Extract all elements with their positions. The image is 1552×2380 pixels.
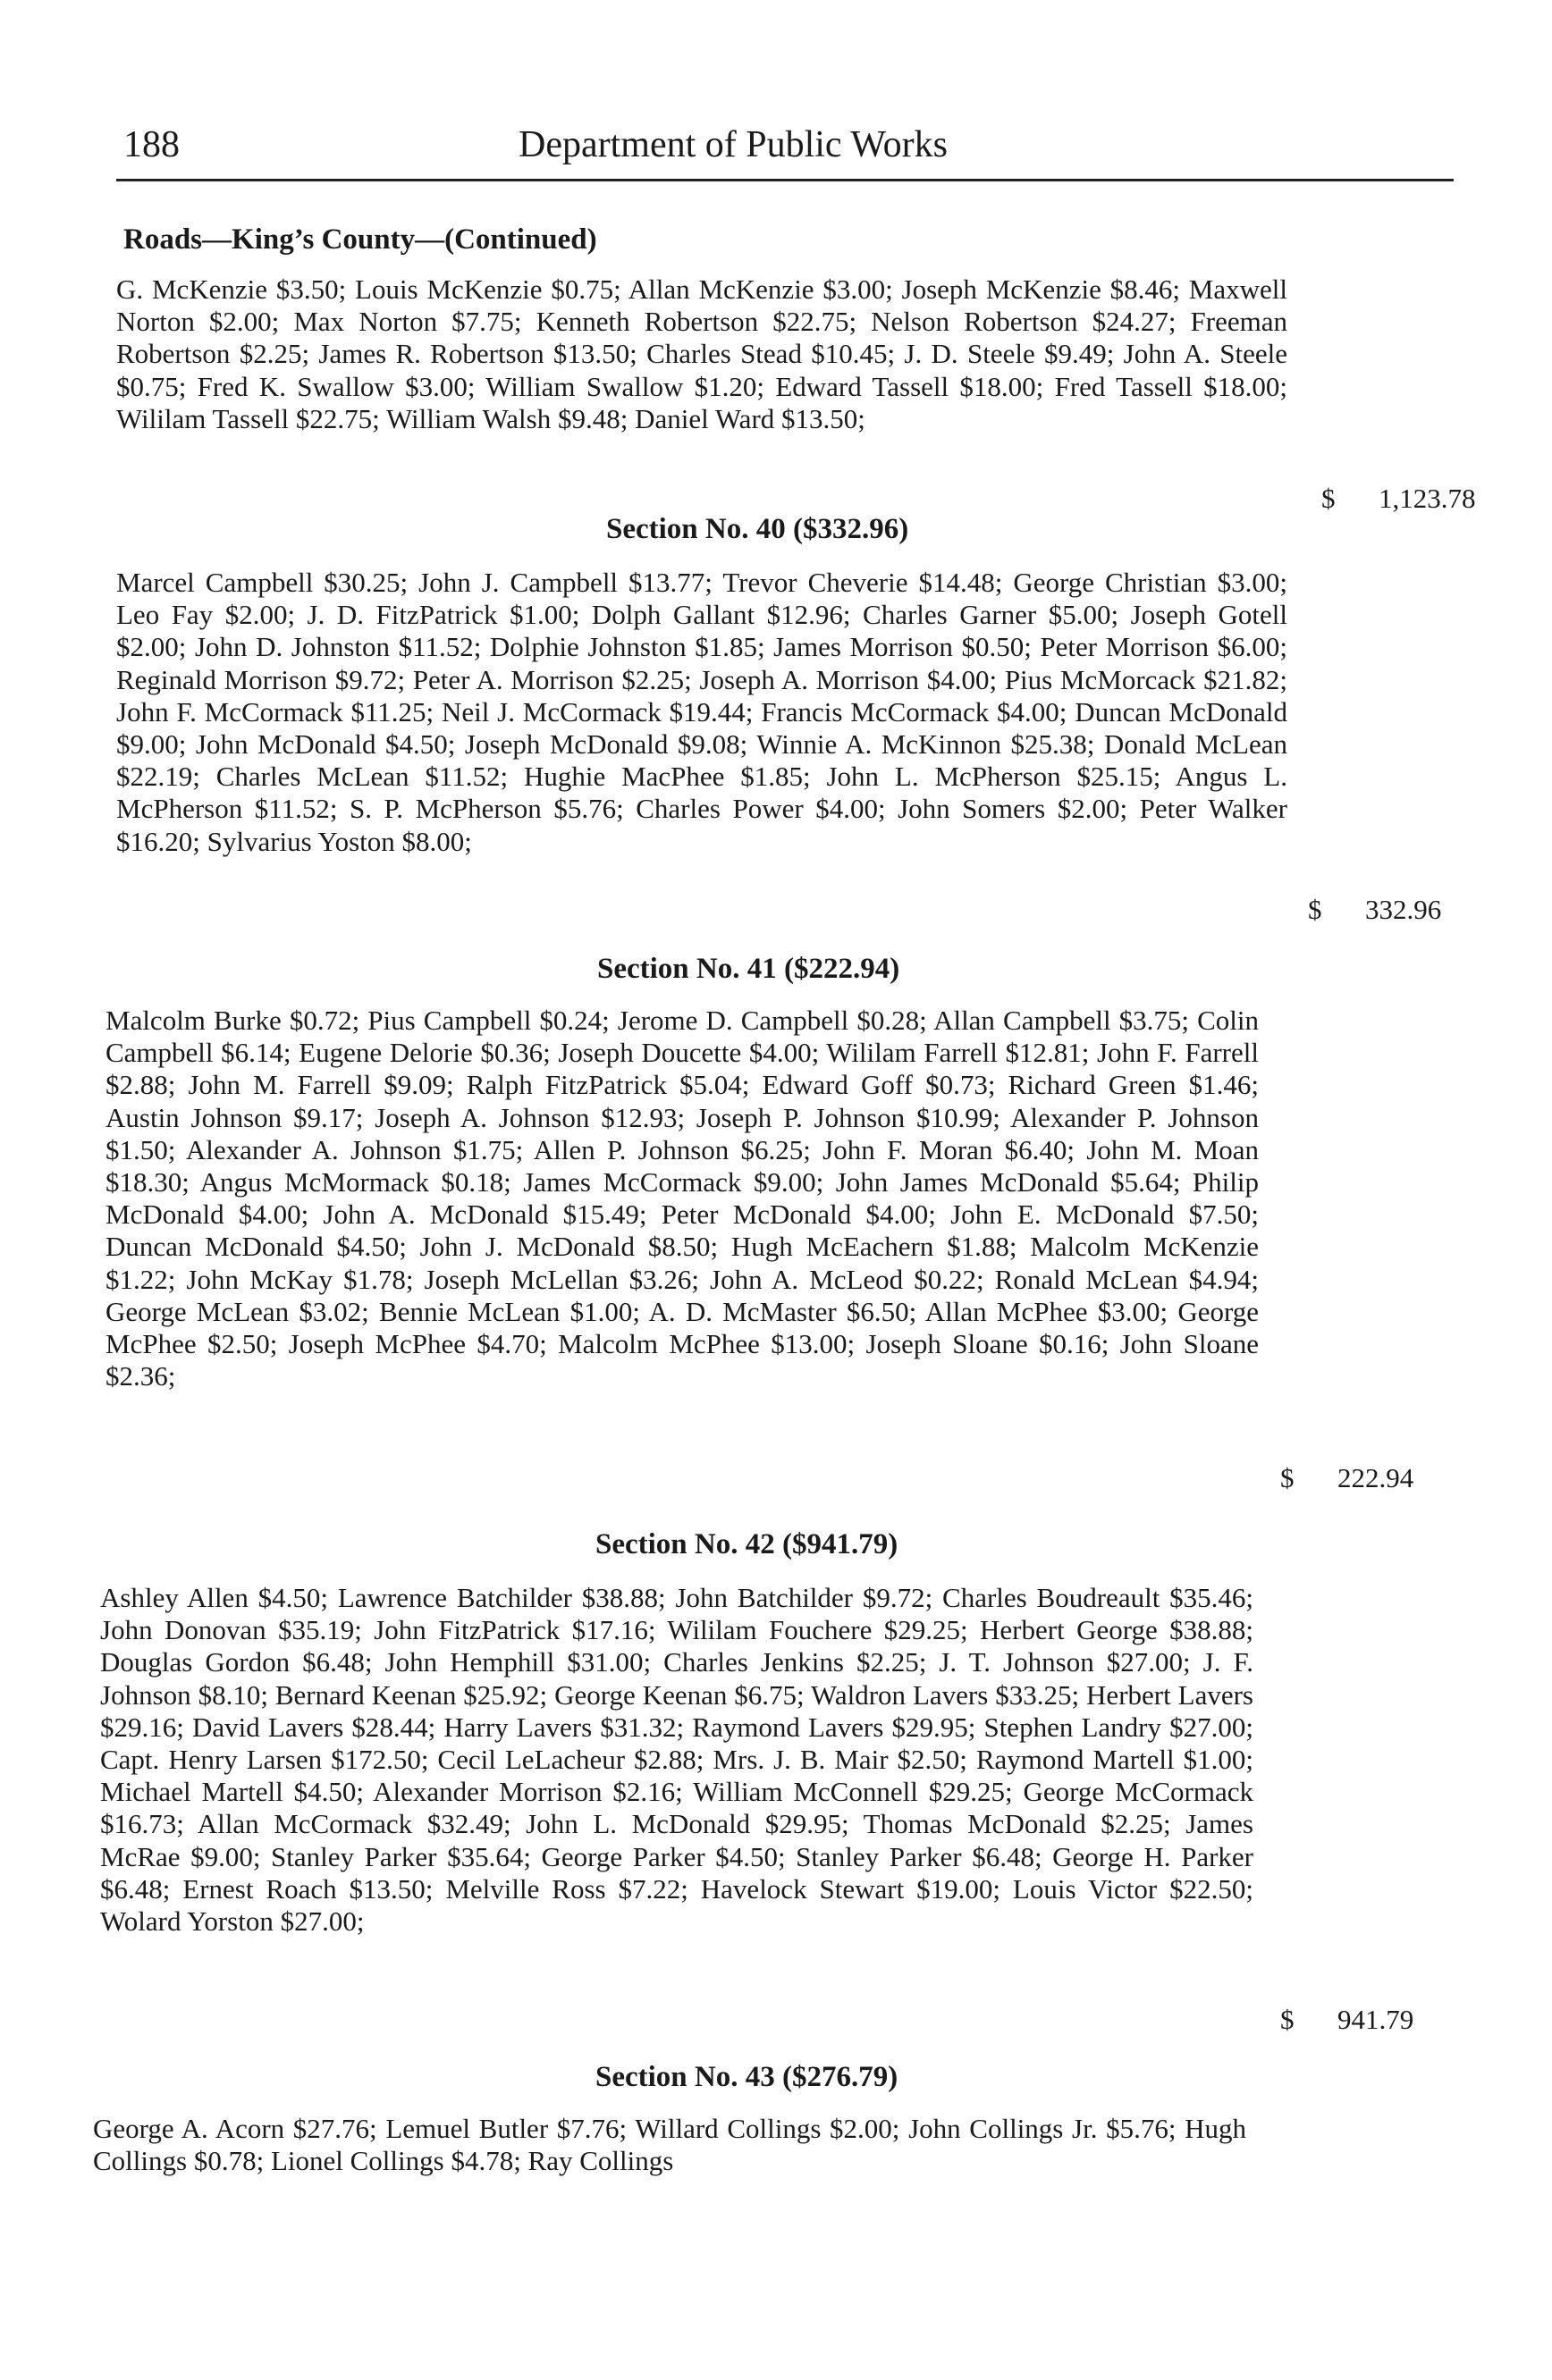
section-total-dollar-42: $ — [1280, 2004, 1295, 2035]
continued-total — [1321, 483, 1476, 515]
section-total-dollar-41: $ — [1280, 1462, 1295, 1493]
running-head: Roads—King’s County—(Continued) — [123, 223, 597, 256]
section-total-dollar-40: $ — [1308, 894, 1322, 925]
page-title: Department of Public Works — [519, 124, 948, 165]
section-total-42 — [1280, 2004, 1413, 2036]
section-total-amount-42: 941.79 — [1337, 2004, 1414, 2035]
section-heading-43: Section No. 43 ($276.79) — [595, 2061, 898, 2093]
section-paragraph-41: Malcolm Burke $0.72; Pius Campbell $0.24; Jerome D. Campbell $0.28; Allan Campbell $3.75; Colin Campbell $6.14; Eugene Delorie $0.36; Joseph Doucette $4.00; Wililam Farrell $12.81; John F. Farrell $2.88; John M. Farrell $9.09; Ralph FitzPatrick $5.04; Edward Goff $0.73; Richard Green $1.46; Austin Johnson $9.17; Joseph A. Johnson $12.93; Joseph P. Johnson $10.99; Alexander P. Johnson $1.50; Alexander A. Johnson $1.75; Allen P. Johnson $6.25; John F. Moran $6.40; John M. Moan $18.30; Angus McMormack $0.18; James McCormack $9.00; John James McDonald $5.64; Philip McDonald $4.00; John A. McDonald $15.49; Peter McDonald $4.00; John E. McDonald $7.50; Duncan McDonald $4.50; John J. McDonald $8.50; Hugh McEachern $1.88; Malcolm McKenzie $1.22; John McKay $1.78; Joseph McLellan $3.26; John A. McLeod $0.22; Ronald McLean $4.94; George McLean $3.02; Bennie McLean $1.00; A. D. McMaster $6.50; Allan McPhee $3.00; George McPhee $2.50; Joseph McPhee $4.70; Malcolm McPhee $13.00; Joseph Sloane $0.16; John Sloane $2.36; — [105, 1005, 1259, 1392]
section-heading-42: Section No. 42 ($941.79) — [595, 1528, 898, 1560]
section-paragraph-40: Marcel Campbell $30.25; John J. Campbell $13.77; Trevor Cheverie $14.48; George Christian $3.00; Leo Fay $2.00; J. D. FitzPatrick $1.00; Dolph Gallant $12.96; Charles Garner $5.00; Joseph Gotell $2.00; John D. Johnston $11.52; Dolphie Johnston $1.85; James Morrison $0.50; Peter Morrison $6.00; Reginald Morrison $9.72; Peter A. Morrison $2.25; Joseph A. Morrison $4.00; Pius McMorcack $21.82; John F. McCormack $11.25; Neil J. McCormack $19.44; Francis McCormack $4.00; Duncan McDonald $9.00; John McDonald $4.50; Joseph McDonald $9.08; Winnie A. McKinnon $25.38; Donald McLean $22.19; Charles McLean $11.52; Hughie MacPhee $1.85; John L. McPherson $25.15; Angus L. McPherson $11.52; S. P. McPherson $5.76; Charles Power $4.00; John Somers $2.00; Peter Walker $16.20; Sylvarius Yoston $8.00; — [116, 567, 1287, 857]
continued-total-amount: 1,123.78 — [1379, 483, 1476, 514]
continued-paragraph: G. McKenzie $3.50; Louis McKenzie $0.75; Allan McKenzie $3.00; Joseph McKenzie $8.46; Maxwell Norton $2.00; Max Norton $7.75; Kenneth Robertson $22.75; Nelson Robertson $24.27; Freeman Robertson $2.25; James R. Robertson $13.50; Charles Stead $10.45; J. D. Steele $9.49; John A. Steele $0.75; Fred K. Swallow $3.00; William Swallow $1.20; Edward Tassell $18.00; Fred Tassell $18.00; Wililam Tassell $22.75; William Walsh $9.48; Daniel Ward $13.50; — [116, 273, 1287, 434]
header-rule — [116, 179, 1454, 181]
section-paragraph-42: Ashley Allen $4.50; Lawrence Batchilder $38.88; John Batchilder $9.72; Charles Boudreault $35.46; John Donovan $35.19; John FitzPatrick $17.16; Wililam Fouchere $29.25; Herbert George $38.88; Douglas Gordon $6.48; John Hemphill $31.00; Charles Jenkins $2.25; J. T. Johnson $27.00; J. F. Johnson $8.10; Bernard Keenan $25.92; George Keenan $6.75; Waldron Lavers $33.25; Herbert Lavers $29.16; David Lavers $28.44; Harry Lavers $31.32; Raymond Lavers $29.95; Stephen Landry $27.00; Capt. Henry Larsen $172.50; Cecil LeLacheur $2.88; Mrs. J. B. Mair $2.50; Raymond Martell $1.00; Michael Martell $4.50; Alexander Morrison $2.16; William McConnell $29.25; George McCormack $16.73; Allan McCormack $32.49; John L. McDonald $29.95; Thomas McDonald $2.25; James McRae $9.00; Stanley Parker $35.64; George Parker $4.50; Stanley Parker $6.48; George H. Parker $6.48; Ernest Roach $13.50; Melville Ross $7.22; Havelock Stewart $19.00; Louis Victor $22.50; Wolard Yorston $27.00; — [100, 1582, 1253, 1938]
section-total-amount-41: 222.94 — [1337, 1462, 1414, 1493]
section-total-amount-40: 332.96 — [1365, 894, 1442, 925]
section-paragraph-43: George A. Acorn $27.76; Lemuel Butler $7.76; Willard Collings $2.00; John Collings Jr. $5.76; Hugh Collings $0.78; Lionel Collings $4.78; Ray Collings — [93, 2113, 1246, 2177]
page-number: 188 — [123, 124, 180, 165]
section-total-40 — [1308, 894, 1441, 926]
section-total-41 — [1280, 1462, 1413, 1494]
continued-total-dollar: $ — [1321, 483, 1336, 514]
section-heading-41: Section No. 41 ($222.94) — [597, 953, 900, 985]
section-heading-40: Section No. 40 ($332.96) — [606, 513, 909, 545]
